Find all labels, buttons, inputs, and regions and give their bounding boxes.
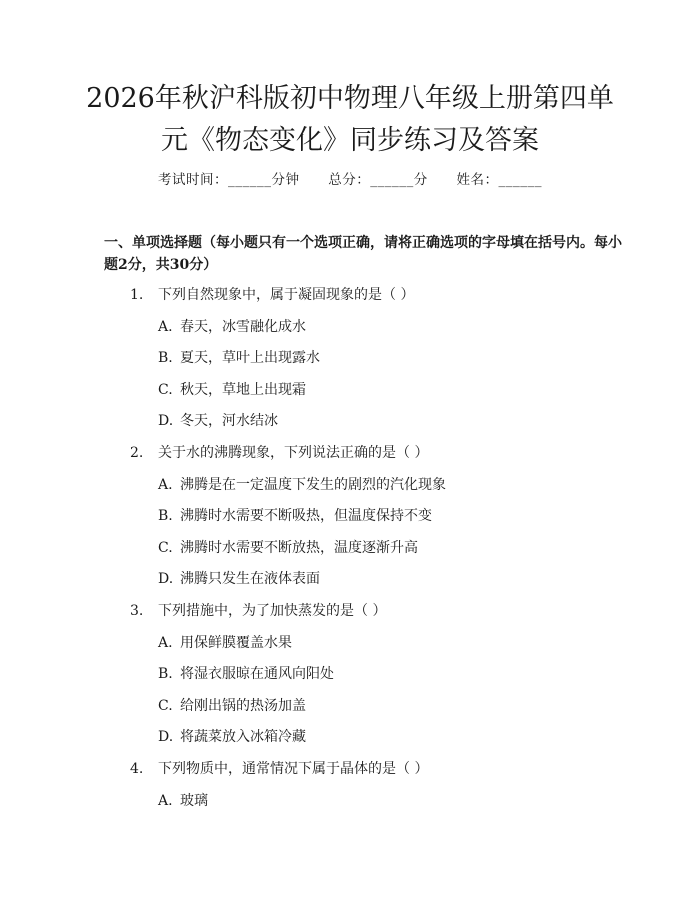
option-letter: A. <box>158 635 173 651</box>
title-line-1: 2026年秋沪科版初中物理八年级上册第四单 <box>86 83 614 114</box>
option-text: 玻璃 <box>180 793 208 809</box>
option-text: 春天，冰雪融化成水 <box>180 319 306 335</box>
option-text: 将蔬菜放入冰箱冷藏 <box>180 729 306 745</box>
question-text: 下列物质中，通常情况下属于晶体的是（ ） <box>158 761 429 777</box>
option-text: 夏天，草叶上出现露水 <box>180 350 320 366</box>
option-text: 用保鲜膜覆盖水果 <box>180 635 292 651</box>
answer-option <box>158 663 334 683</box>
total-score-field: 总分：______分 <box>328 172 428 188</box>
answer-option <box>158 695 306 715</box>
section-heading: 一、单项选择题（每小题只有一个选项正确，请将正确选项的字母填在括号内。每小题2分，共30分） <box>104 235 622 273</box>
option-letter: A. <box>158 793 173 809</box>
exam-info <box>0 168 700 188</box>
title-line-2: 元《物态变化》同步练习及答案 <box>161 125 539 156</box>
question-number: 2. <box>130 445 144 461</box>
answer-option <box>158 474 446 494</box>
answer-option <box>158 379 306 399</box>
option-letter: D. <box>158 571 174 587</box>
answer-option <box>158 568 320 588</box>
document-title <box>60 78 640 162</box>
option-text: 沸腾是在一定温度下发生的剧烈的汽化现象 <box>180 477 446 493</box>
option-text: 秋天，草地上出现霜 <box>180 382 306 398</box>
answer-option <box>158 632 292 652</box>
option-letter: D. <box>158 729 174 745</box>
exam-time-field: 考试时间：______分钟 <box>157 172 300 188</box>
question-number: 3. <box>130 603 144 619</box>
answer-option <box>158 790 208 810</box>
option-text: 将湿衣服晾在通风向阳处 <box>180 666 334 682</box>
question-stem <box>130 442 428 462</box>
option-text: 冬天，河水结冰 <box>180 413 278 429</box>
option-letter: C. <box>158 698 173 714</box>
answer-option <box>158 537 418 557</box>
answer-option <box>158 410 278 430</box>
option-letter: A. <box>158 477 173 493</box>
option-letter: B. <box>158 666 173 682</box>
option-letter: C. <box>158 382 173 398</box>
question-text: 关于水的沸腾现象，下列说法正确的是（ ） <box>158 445 429 461</box>
question-number: 4. <box>130 761 144 777</box>
question-stem <box>130 284 414 304</box>
option-letter: D. <box>158 413 174 429</box>
option-text: 沸腾只发生在液体表面 <box>180 571 320 587</box>
question-text: 下列措施中，为了加快蒸发的是（ ） <box>158 603 387 619</box>
option-text: 沸腾时水需要不断放热，温度逐渐升高 <box>180 540 418 556</box>
option-text: 沸腾时水需要不断吸热，但温度保持不变 <box>180 508 432 524</box>
question-stem <box>130 758 428 778</box>
option-text: 给刚出锅的热汤加盖 <box>180 698 306 714</box>
student-name-field: 姓名：______ <box>456 172 543 188</box>
option-letter: B. <box>158 350 173 366</box>
question-number: 1. <box>130 287 144 303</box>
option-letter: A. <box>158 319 173 335</box>
option-letter: B. <box>158 508 173 524</box>
answer-option <box>158 505 432 525</box>
answer-option <box>158 726 306 746</box>
answer-option <box>158 347 320 367</box>
question-stem <box>130 600 386 620</box>
question-text: 下列自然现象中，属于凝固现象的是（ ） <box>158 287 415 303</box>
option-letter: C. <box>158 540 173 556</box>
answer-option <box>158 316 306 336</box>
